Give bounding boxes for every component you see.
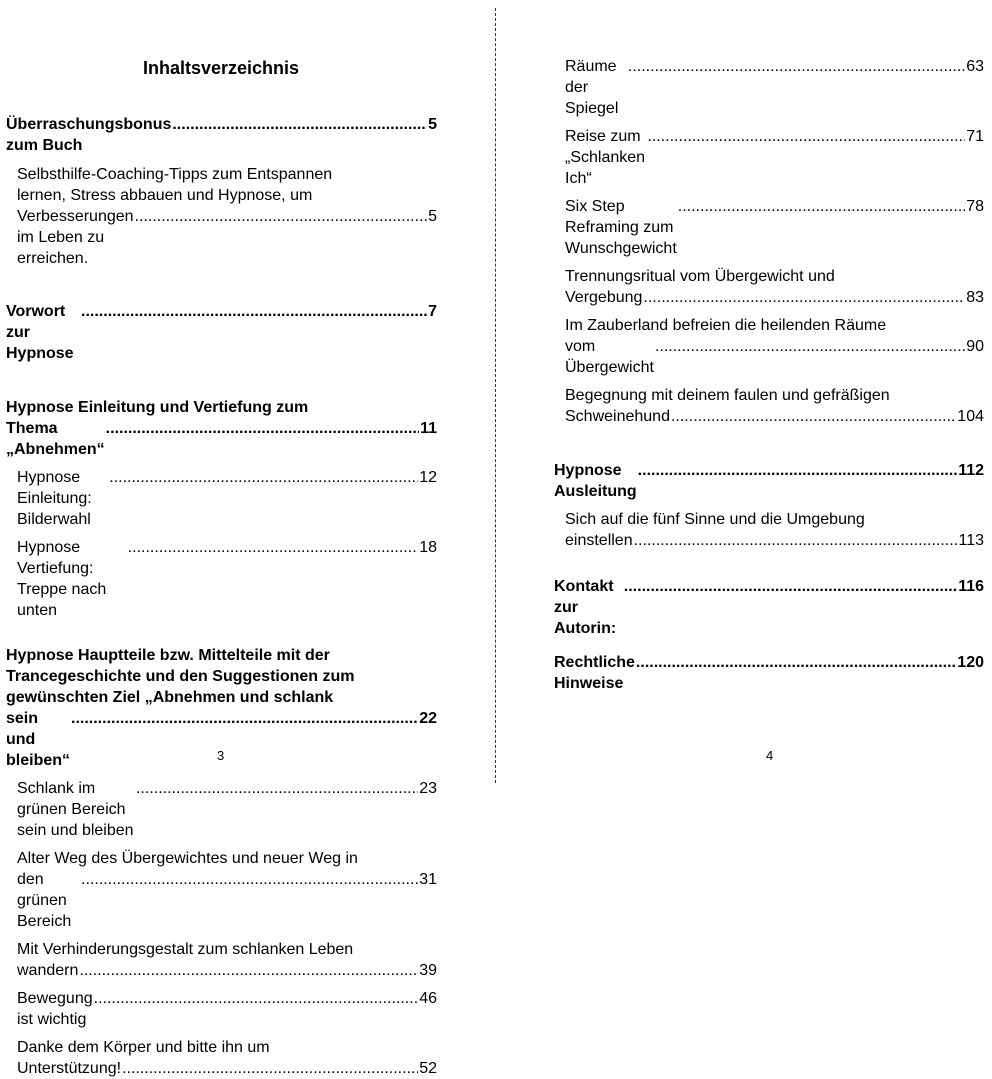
dot-leader: [106, 418, 419, 439]
toc-page-number: 31: [419, 871, 437, 888]
toc-page-number: 5: [428, 208, 437, 225]
toc-page-number: 18: [419, 539, 437, 556]
toc-entry-label: Hypnose Hauptteile bzw. Mittelteile mit der: [6, 647, 330, 664]
dot-leader: [136, 778, 418, 799]
toc-entry[interactable]: [6, 537, 437, 621]
toc-entry-label: Six Step Reframing zum Wunschgewicht: [565, 198, 678, 257]
dot-leader: [628, 56, 965, 77]
toc-entry[interactable]: [6, 778, 437, 841]
toc-page-number: 104: [957, 408, 984, 425]
toc-entry[interactable]: [554, 56, 984, 119]
dot-leader: [172, 114, 427, 135]
toc-page-number: 23: [419, 780, 437, 797]
toc-page-number: 63: [966, 58, 984, 75]
dot-leader: [81, 301, 427, 322]
dot-leader: [71, 708, 418, 729]
toc-page-number: 46: [419, 990, 437, 1007]
toc-entry-label: Bewegung ist wichtig: [17, 990, 98, 1028]
toc-entry[interactable]: [6, 1037, 437, 1079]
toc-entry-label: Verbesserungen im Leben zu erreichen.: [17, 208, 138, 267]
dot-leader: [128, 537, 419, 558]
toc-page-number: 71: [966, 128, 984, 145]
dot-leader: [671, 406, 956, 427]
dot-leader: [678, 196, 965, 217]
toc-entry[interactable]: [554, 460, 984, 502]
toc-entry-label: Kontakt zur Autorin:: [554, 578, 619, 637]
dot-leader: [109, 467, 418, 488]
toc-entry[interactable]: [554, 315, 984, 378]
toc-page-number: 11: [420, 420, 437, 437]
toc-page-number: 22: [419, 710, 437, 727]
page-number: 4: [766, 748, 774, 763]
toc-page-number: 39: [419, 962, 437, 979]
dot-leader: [624, 576, 957, 597]
dot-leader: [79, 960, 418, 981]
dot-leader: [655, 336, 965, 357]
toc-entry-label: Räume der Spiegel: [565, 58, 622, 117]
page-number: 3: [217, 748, 225, 763]
toc-entry[interactable]: [6, 164, 437, 269]
toc-page-number: 113: [958, 532, 984, 549]
dot-leader: [122, 1058, 418, 1079]
toc-entry-label: Überraschungsbonus zum Buch: [6, 116, 176, 154]
toc-entry-label: Selbsthilfe-Coaching-Tipps zum Entspannen: [17, 166, 333, 183]
toc-page-number: 7: [428, 303, 437, 320]
toc-entry-label: sein und bleiben“: [6, 710, 71, 769]
toc-entry-label: Unterstützung!: [17, 1060, 122, 1077]
toc-entry-label: Schweinehund: [565, 408, 670, 425]
toc-entry-label: Reise zum „Schlanken Ich“: [565, 128, 650, 187]
dot-leader: [135, 206, 428, 227]
toc-page-number: 90: [966, 338, 984, 355]
dot-leader: [636, 652, 956, 673]
toc-entry-label: lernen, Stress abbauen und Hypnose, um: [17, 187, 313, 204]
dot-leader: [634, 530, 958, 551]
toc-page-number: 83: [966, 289, 984, 306]
toc-page-number: 5: [428, 116, 437, 133]
toc-entry[interactable]: [6, 467, 437, 530]
right-page: [496, 0, 992, 793]
toc-entry-label: wandern: [17, 962, 79, 979]
toc-entry-label: Thema „Abnehmen“: [6, 420, 105, 458]
left-page: [0, 0, 495, 1077]
dot-leader: [81, 869, 418, 890]
toc-entry[interactable]: [554, 576, 984, 639]
toc-entry[interactable]: [554, 126, 984, 189]
toc-page-number: 52: [419, 1060, 437, 1077]
toc-list-left: [6, 114, 437, 1079]
toc-entry-label: vom Übergewicht: [565, 338, 654, 376]
toc-entry-label: Alter Weg des Übergewichtes und neuer Weg in: [17, 850, 358, 867]
toc-entry[interactable]: [6, 939, 437, 981]
toc-entry-label: Hypnose Vertiefung: Treppe nach unten: [17, 539, 111, 619]
toc-entry-label: Mit Verhinderungsgestalt zum schlanken Leben: [17, 941, 354, 958]
toc-entry-label: Im Zauberland befreien die heilenden Räume: [565, 317, 887, 334]
toc-page-number: 78: [966, 198, 984, 215]
toc-entry-label: Hypnose Einleitung: Bilderwahl: [17, 469, 97, 528]
toc-entry-label: Hypnose Ausleitung: [554, 462, 637, 500]
toc-entry[interactable]: [554, 652, 984, 694]
page-title: Inhaltsverzeichnis: [142, 58, 300, 78]
toc-entry-label: einstellen: [565, 532, 633, 549]
toc-entry-label: gewünschten Ziel „Abnehmen und schlank: [6, 689, 334, 706]
toc-entry-label: Sich auf die fünf Sinne und die Umgebung: [565, 511, 865, 528]
toc-entry-label: Trennungsritual vom Übergewicht und: [565, 268, 835, 285]
toc-page-number: 120: [957, 654, 984, 671]
toc-entry-label: den grünen Bereich: [17, 871, 72, 930]
toc-entry[interactable]: [554, 385, 984, 427]
dot-leader: [643, 287, 965, 308]
toc-entry-label: Vergebung: [565, 289, 643, 306]
toc-entry-label: Vorwort zur Hypnose: [6, 303, 74, 362]
toc-entry[interactable]: [6, 301, 437, 364]
toc-entry[interactable]: [554, 266, 984, 308]
dot-leader: [638, 460, 958, 481]
toc-entry-label: Hypnose Einleitung und Vertiefung zum: [6, 399, 309, 416]
toc-entry-label: Danke dem Körper und bitte ihn um: [17, 1039, 270, 1056]
toc-entry-label: Trancegeschichte und den Suggestionen zum: [6, 668, 355, 685]
toc-entry[interactable]: [554, 509, 984, 551]
toc-entry[interactable]: [554, 196, 984, 259]
toc-entry[interactable]: [6, 988, 437, 1030]
dot-leader: [647, 126, 965, 147]
toc-page-number: 116: [958, 578, 984, 595]
toc-entry-label: Rechtliche Hinweise: [554, 654, 640, 692]
toc-entry-label: Begegnung mit deinem faulen und gefräßigen: [565, 387, 890, 404]
toc-entry[interactable]: [6, 848, 437, 932]
toc-entry[interactable]: [6, 397, 437, 460]
toc-page-number: 12: [419, 469, 437, 486]
toc-page-number: 112: [958, 462, 984, 479]
toc-entry[interactable]: [6, 114, 437, 156]
dot-leader: [94, 988, 419, 1009]
toc-entry-label: Schlank im grünen Bereich sein und bleiben: [17, 780, 134, 839]
toc-list-right: [554, 56, 984, 694]
